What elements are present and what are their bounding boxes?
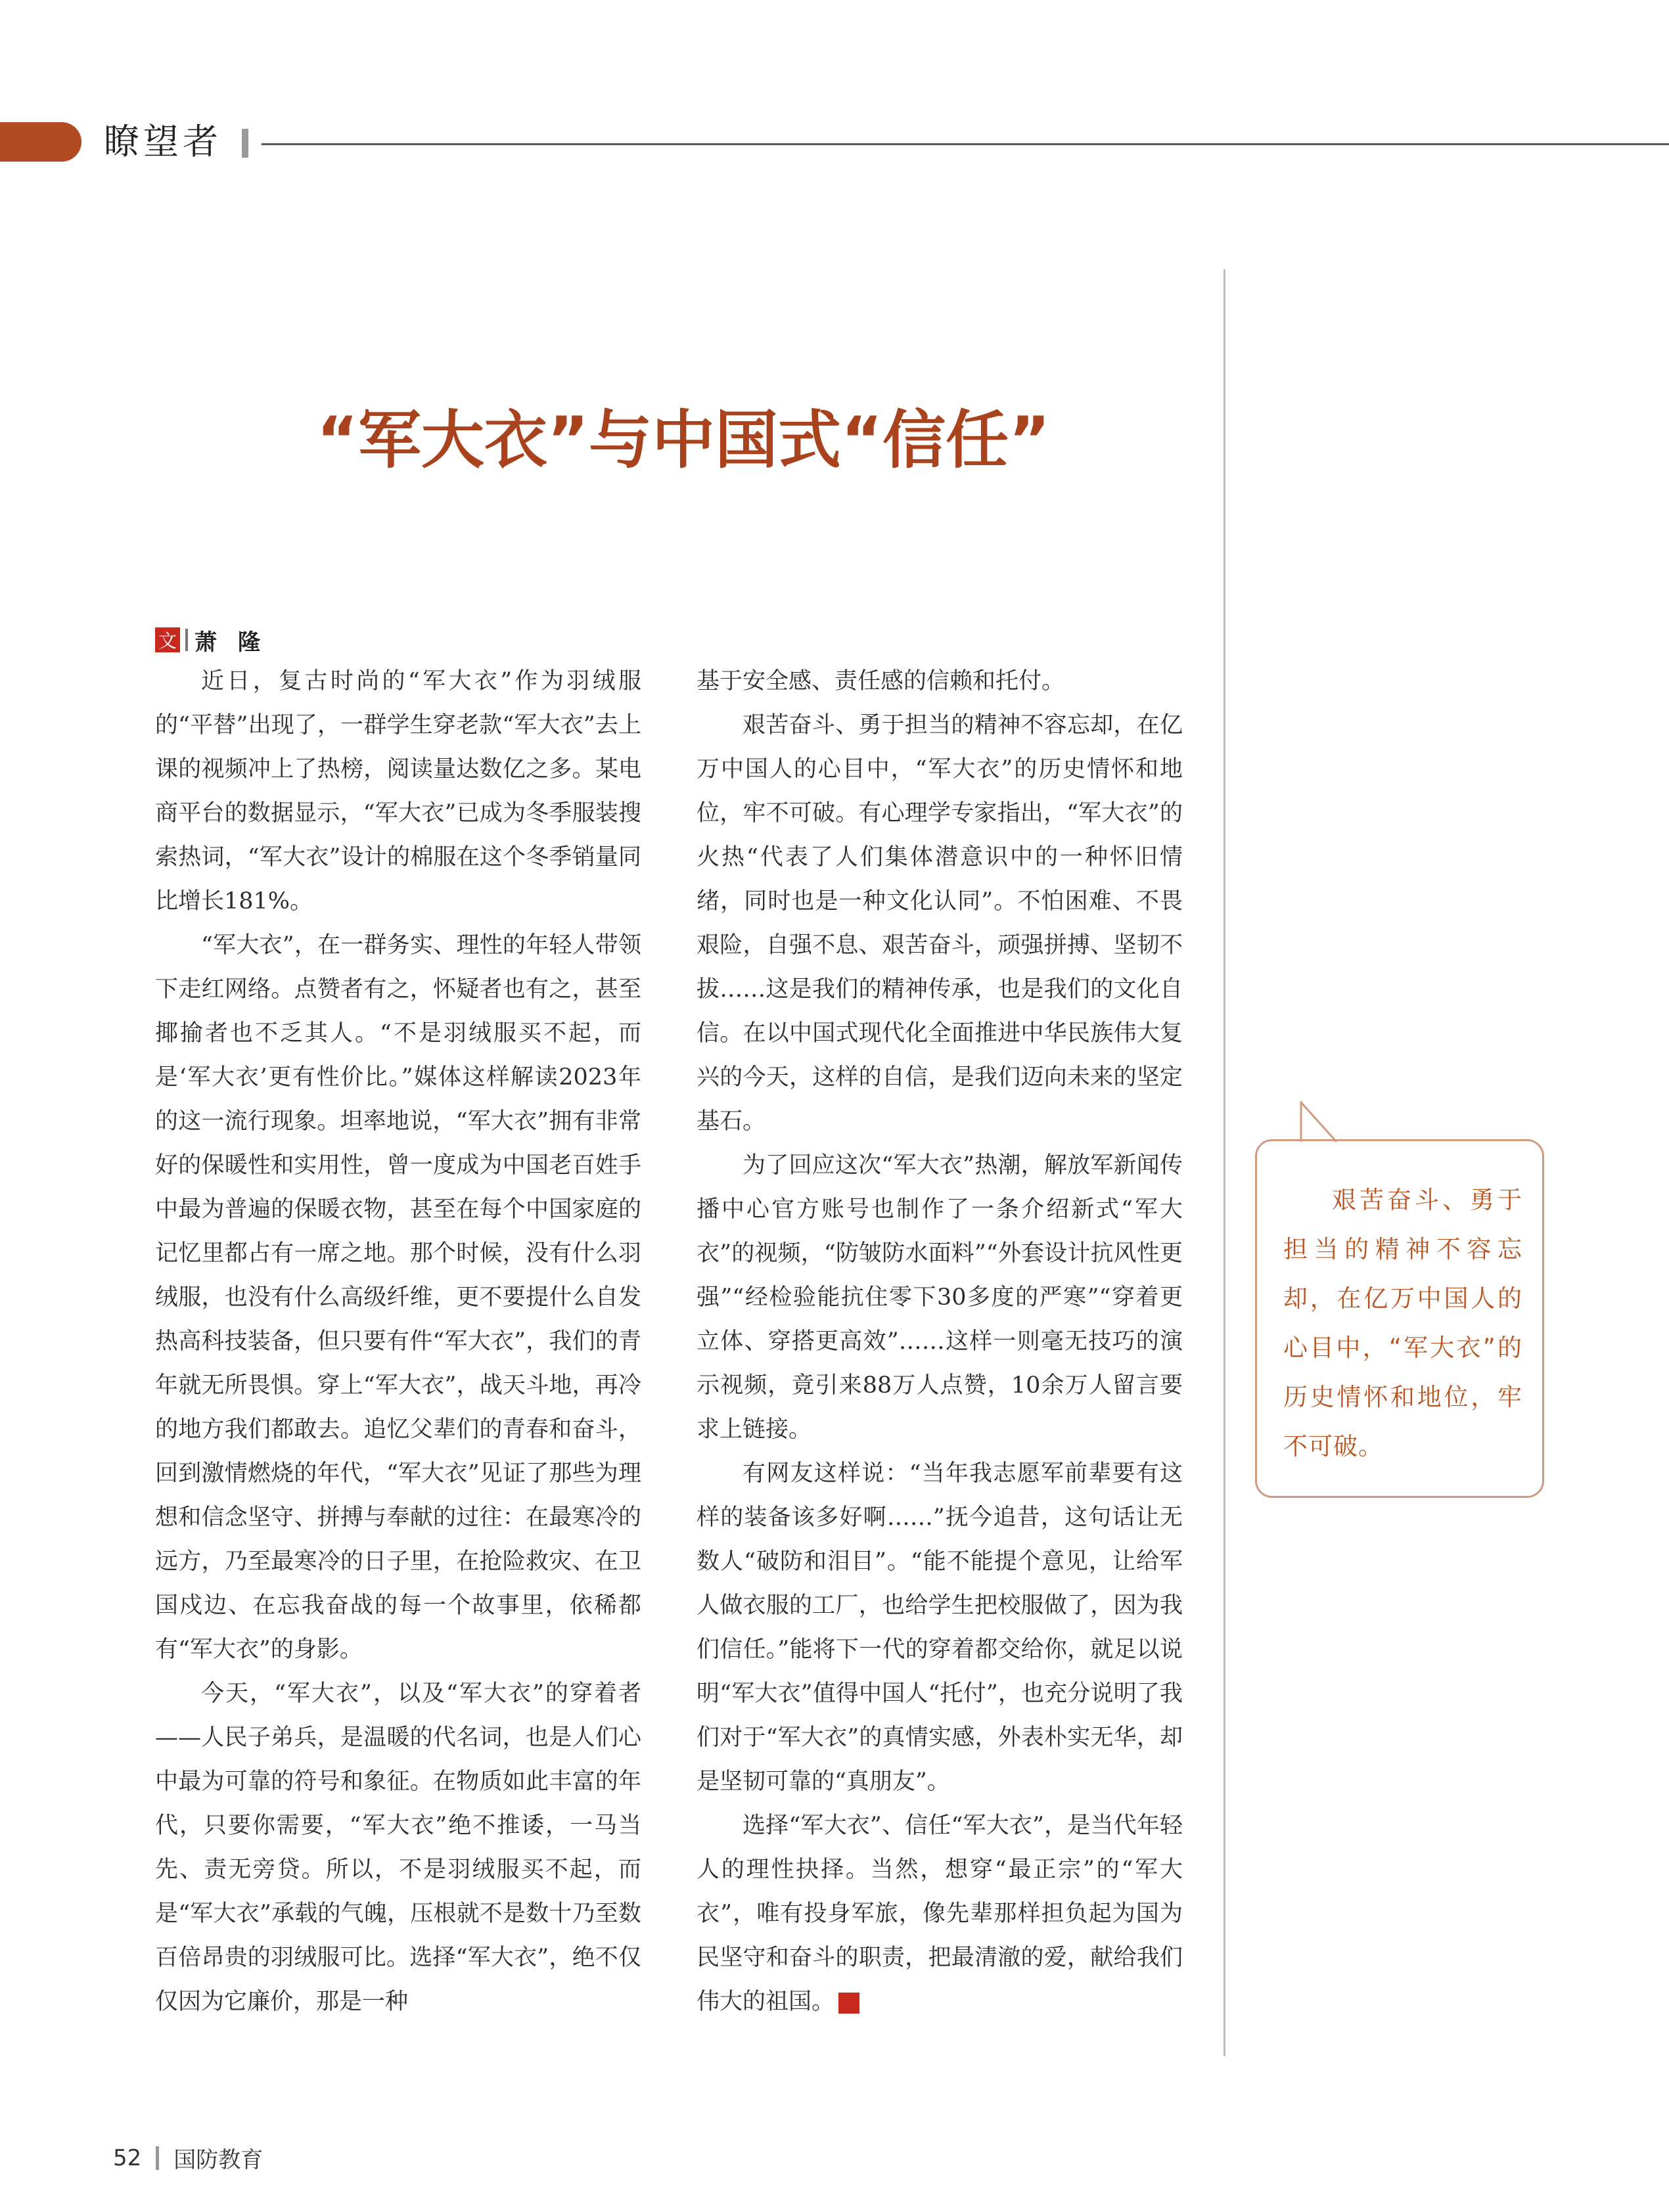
column-name-bar <box>242 129 248 158</box>
paragraph: 今天，“军大衣”，以及“军大衣”的穿着者——人民子弟兵，是温暖的代名词，也是人们心中最为可靠的符号和象征。在物质如此丰富的年代，只要你需要，“军大衣”绝不推诿，一马当先、责无旁贷。所以，不是羽绒服买不起，而是“军大衣”承载的气魄，压根就不是数十乃至数百倍昂贵的羽绒服可比。选择“军大衣”，绝不仅仅因为它廉价，那是一种 <box>155 1681 641 2015</box>
speech-bubble-tail <box>1300 1101 1339 1143</box>
paragraph: “军大衣”，在一群务实、理性的年轻人带领下走红网络。点赞者有之，怀疑者也有之，甚至揶揄者也不乏其人。“不是羽绒服买不起，而是‘军大衣’更有性价比。”媒体这样解读2023年的这一流行现象。坦率地说，“军大衣”拥有非常好的保暖性和实用性，曾一度成为中国老百姓手中最为普遍的保暖衣物，甚至在每个中国家庭的记忆里都占有一席之地。那个时候，没有什么羽绒服，也没有什么高级纤维，更不要提什么自发热高科技装备，但只要有件“军大衣”，我们的青年就无所畏惧。穿上“军大衣”，战天斗地，再冷的地方我们都敢去。追忆父辈们的青春和奋斗，回到激情燃烧的年代，“军大衣”见证了那些为理想和信念坚守、拼搏与奉献的过往：在最寒冷的远方，乃至最寒冷的日子里，在抢险救灾、在卫国戍边、在忘我奋战的每一个故事里，依稀都有“军大衣”的身影。 <box>155 932 641 1663</box>
article-column-right <box>697 660 1183 2024</box>
column-name: 瞭望者 <box>104 121 222 162</box>
article-column-left <box>155 660 641 2024</box>
paragraph: 有网友这样说：“当年我志愿军前辈要有这样的装备该多好啊……”抚今追昔，这句话让无数人“破防和泪目”。“能不能提个意见，让给军人做衣服的工厂，也给学生把校服做了，因为我们信任。”能将下一代的穿着都交给你，就足以说明“军大衣”值得中国人“托付”，也充分说明了我们对于“军大衣”的真情实感，外表朴实无华，却是坚韧可靠的“真朋友”。 <box>697 1460 1183 1795</box>
paragraph: 为了回应这次“军大衣”热潮，解放军新闻传播中心官方账号也制作了一条介绍新式“军大衣”的视频，“防皱防水面料”“外套设计抗风性更强”“经检验能抗住零下30多度的严寒”“穿着更立体、穿搭更高效”……这样一则毫无技巧的演示视频，竟引来88万人点赞，10余万人留言要求上链接。 <box>697 1152 1183 1443</box>
paragraph: 艰苦奋斗、勇于担当的精神不容忘却，在亿万中国人的心目中，“军大衣”的历史情怀和地位，牢不可破。有心理学专家指出，“军大衣”的火热“代表了人们集体潜意识中的一种怀旧情绪，同时也是一种文化认同”。不怕困难、不畏艰险，自强不息、艰苦奋斗，顽强拼搏、坚韧不拔……这是我们的精神传承，也是我们的文化自信。在以中国式现代化全面推进中华民族伟大复兴的今天，这样的自信，是我们迈向未来的坚定基石。 <box>697 712 1183 1135</box>
header-rule <box>262 143 1669 145</box>
last-paragraph <box>697 1804 1183 2024</box>
byline <box>155 627 281 656</box>
paragraph-continuation: 基于安全感、责任感的信赖和托付。 <box>697 668 1065 694</box>
page-number: 52 <box>113 2144 142 2171</box>
end-mark-icon: G <box>838 1993 859 2014</box>
sidebar-divider <box>1223 269 1225 2056</box>
paragraph-text: 选择“军大衣”、信任“军大衣”，是当代年轻人的理性抉择。当然，想穿“最正宗”的“军大衣”，唯有投身军旅，像先辈那样担负起为国为民坚守和奋斗的职责，把最清澈的爱，献给我们伟大的祖国。 <box>697 1813 1183 2015</box>
article-title: “军大衣”与中国式“信任” <box>316 403 1051 477</box>
section-tab-marker <box>0 122 81 162</box>
paragraph: 近日，复古时尚的“军大衣”作为羽绒服的“平替”出现了，一群学生穿老款“军大衣”去上课的视频冲上了热榜，阅读量达数亿之多。某电商平台的数据显示，“军大衣”已成为冬季服装搜索热词，“军大衣”设计的棉服在这个冬季销量同比增长181%。 <box>155 668 641 914</box>
pull-quote-text: 艰苦奋斗、勇于担当的精神不容忘却，在亿万中国人的心目中，“军大衣”的历史情怀和地位，牢不可破。 <box>1283 1186 1522 1460</box>
author-name: 萧隆 <box>194 629 281 656</box>
pull-quote <box>1255 1139 1544 1498</box>
magazine-name: 国防教育 <box>173 2147 263 2173</box>
page-footer <box>113 2142 263 2174</box>
byline-tag: 文 <box>155 627 180 652</box>
byline-separator <box>185 629 188 651</box>
footer-separator <box>156 2146 159 2170</box>
